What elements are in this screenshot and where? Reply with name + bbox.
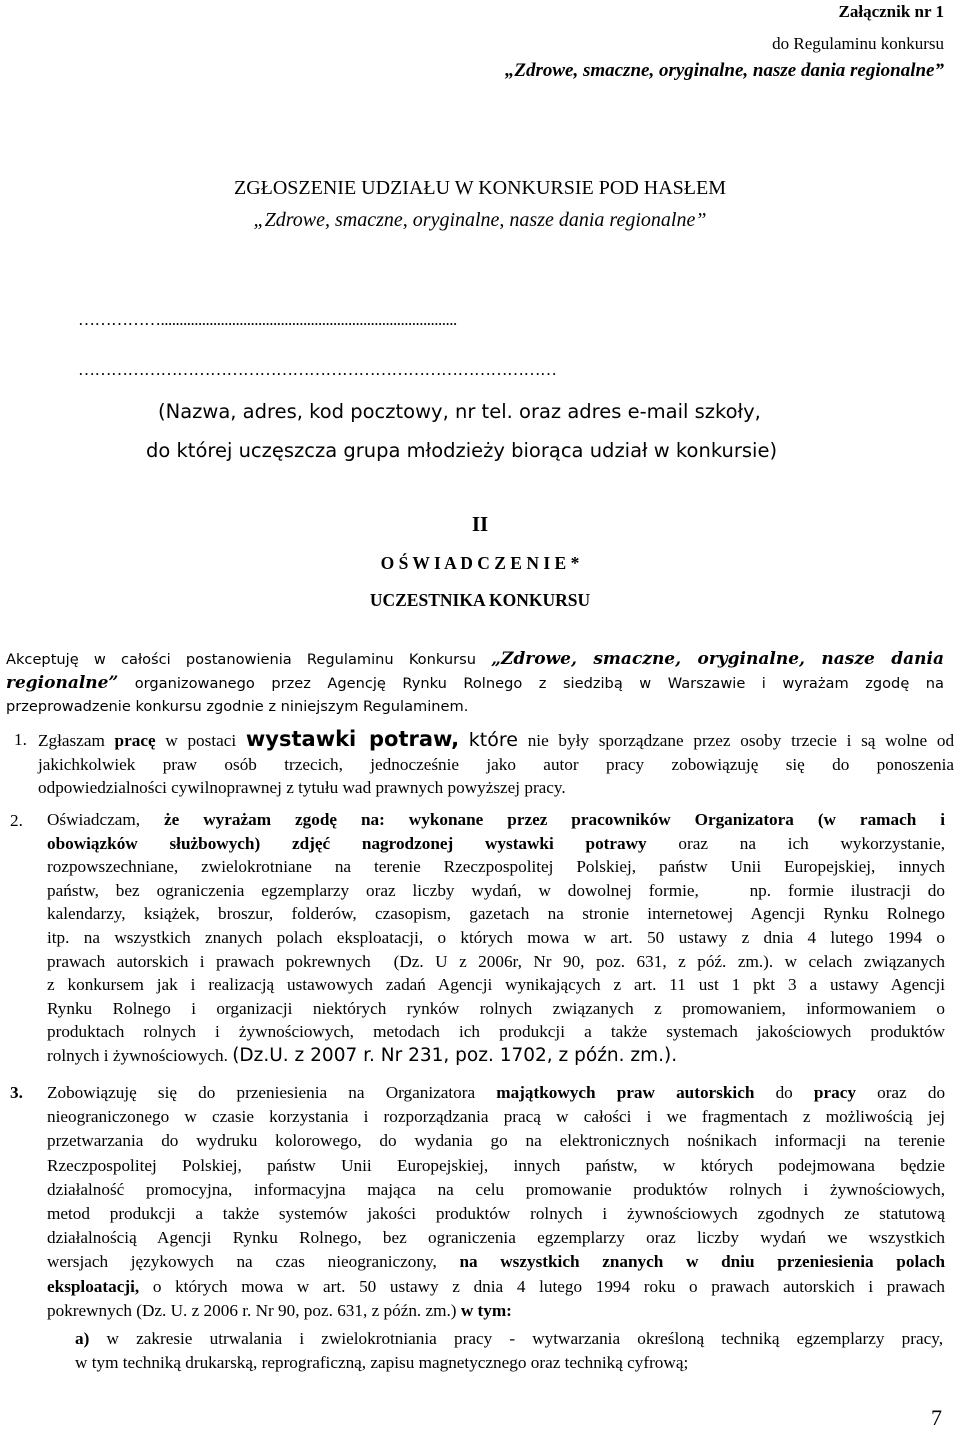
page-number: 7 bbox=[931, 1405, 942, 1430]
address-note-line1: (Nazwa, adres, kod pocztowy, nr tel. oraz adres e-mail szkoły, bbox=[158, 400, 761, 423]
regulation-reference: do Regulaminu konkursu bbox=[772, 34, 944, 53]
point-2-line4: państw, bez ograniczenia egzemplarzy oraz liczby wydań, w dowolnej formie, np. formie ilustracji do bbox=[47, 880, 945, 900]
point-3-line5: działalność promocyjna, informacyjna mająca na celu promowanie produktów rolnych i żywnościowych, bbox=[47, 1179, 945, 1199]
annex-label: Załącznik nr 1 bbox=[838, 2, 944, 21]
declaration-subheading: UCZESTNIKA KONKURSU bbox=[369, 590, 591, 610]
form-title-slogan: „Zdrowe, smaczne, oryginalne, nasze dania regionalne” bbox=[253, 209, 707, 231]
intro-contest-name: „Zdrowe, smaczne, oryginalne, nasze dania bbox=[491, 649, 945, 669]
declaration-heading: O Ś W I A D C Z E N I E * bbox=[380, 553, 580, 573]
point-3-line7: działalnością Agencji Rynku Rolnego, bez ograniczenia egzemplarzy oraz liczby wydań we wszystkich bbox=[47, 1228, 945, 1248]
point-2-text: Oświadczam, bbox=[47, 810, 141, 829]
point-2-consent: że wyrażam zgodę na: wykonane przez pracowników Organizatora (w ramach i bbox=[164, 810, 945, 829]
contest-name-header: „Zdrowe, smaczne, oryginalne, nasze dania regionalne” bbox=[504, 60, 944, 81]
item-a-line2: w tym techniką drukarską, reprograficzną, zapisu magnetycznego oraz techniką cyfrową; bbox=[75, 1352, 689, 1372]
point-1 bbox=[38, 728, 954, 800]
point-1-line3: odpowiedzialności cywilnoprawnej z tytułu wad prawnych powyższej pracy. bbox=[38, 778, 566, 797]
point-1-exhibition: wystawki potraw, bbox=[245, 727, 460, 751]
point-1-line2: jakichkolwiek praw osób trzecich, jednocześnie jako autor pracy zobowiązuję się do ponoszenia bbox=[38, 754, 954, 774]
point-1-text-rest: nie były sporządzane przez osoby trzecie i są wolne od bbox=[527, 731, 955, 750]
item-a bbox=[75, 1327, 943, 1374]
point-3-work: pracy bbox=[813, 1083, 856, 1102]
point-3-including: w tym: bbox=[460, 1300, 512, 1320]
point-3-exploitation: eksploatacji, bbox=[47, 1276, 140, 1296]
intro-paragraph bbox=[6, 648, 944, 719]
intro-text: Akceptuję w całości postanowienia Regulaminu Konkursu bbox=[6, 651, 476, 668]
point-2-line11: rolnych i żywnościowych. bbox=[47, 1045, 228, 1065]
point-2-line7: prawach autorskich i prawach pokrewnych (Dz. U z 2006r, Nr 90, poz. 631, z póź. zm.). w celach związanych bbox=[47, 951, 945, 971]
point-3-and: oraz do bbox=[877, 1083, 946, 1102]
point-3-text: Zobowiązuję się do przeniesienia na Organizatora bbox=[47, 1083, 476, 1102]
point-3-to: do bbox=[775, 1083, 793, 1102]
point-1-text: Zgłaszam bbox=[38, 731, 105, 750]
intro-contest-name-cont: regionalne” bbox=[6, 672, 119, 693]
item-a-line1: w zakresie utrwalania i zwielokrotniania pracy - wytwarzania określoną techniką egzemplarzy pracy, bbox=[106, 1329, 944, 1348]
intro-text-organizer: organizowanego przez Agencję Rynku Rolnego z siedzibą w Warszawie i wyrażam zgodę na bbox=[134, 674, 944, 692]
point-2-consent-cont: obowiązków służbowych) zdjęć nagrodzonej wystawki potrawy bbox=[47, 833, 647, 853]
point-3-copyrights: majątkowych praw autorskich bbox=[496, 1083, 755, 1102]
point-1-which: które bbox=[468, 729, 518, 751]
intro-text-end: przeprowadzenie konkursu zgodnie z niniejszym Regulaminem. bbox=[6, 698, 469, 715]
point-3-line6: metod produkcji a także systemów jakości produktów rolnych i żywnościowych zgodnych ze statutową bbox=[47, 1204, 945, 1224]
point-3-number: 3. bbox=[10, 1083, 23, 1102]
item-a-label: a) bbox=[75, 1329, 90, 1348]
point-3-line8: wersjach językowych na czas nieograniczony, bbox=[47, 1252, 437, 1272]
point-3-line2: nieograniczonego w czasie korzystania i rozporządzania pracą w całości i we fragmentach z możliwością jej bbox=[47, 1107, 945, 1127]
point-2 bbox=[47, 808, 945, 1068]
point-3-line3: przetwarzania do wydruku kolorowego, do wydania go na elektronicznych nośnikach informacji na terenie bbox=[47, 1131, 945, 1151]
fill-line-2: …………………………………………………………………………… bbox=[78, 360, 557, 379]
point-2-line6: itp. na wszystkich znanych polach eksploatacji, o których mowa w art. 50 ustawy z dnia 4 lutego 1994 o bbox=[47, 927, 945, 947]
point-2-number: 2. bbox=[10, 811, 23, 830]
point-3-line10: pokrewnych (Dz. U. z 2006 r. Nr 90, poz. 631, z późn. zm.) bbox=[47, 1300, 457, 1320]
point-3-fields: na wszystkich znanych w dniu przeniesienia polach bbox=[459, 1252, 946, 1272]
point-2-line5: kalendarzy, książek, broszur, folderów, czasopism, gazetach na stronie internetowej Agencji Rynku Rolnego bbox=[47, 904, 945, 924]
point-2-line9: Rynku Rolnego i organizacji niektórych rynków rolnych związanych z promowaniem, informowaniem o bbox=[47, 998, 945, 1018]
point-3 bbox=[47, 1081, 945, 1323]
form-title: ZGŁOSZENIE UDZIAŁU W KONKURSIE POD HASŁEM bbox=[233, 177, 726, 199]
point-1-text-form: w postaci bbox=[165, 731, 237, 750]
point-2-line3: rozpowszechniane, zwielokrotniane na terenie Rzeczpospolitej Polskiej, państw Unii Europejskiej, innych bbox=[47, 857, 945, 877]
point-3-line4: Rzeczpospolitej Polskiej, państw Unii Europejskiej, innych państw, w których podejmowana będzie bbox=[47, 1155, 945, 1175]
point-2-usage: oraz na ich wykorzystanie, bbox=[678, 833, 946, 853]
fill-line-1: ……………............................................................................... bbox=[78, 310, 457, 329]
point-1-number: 1. bbox=[14, 730, 27, 749]
point-3-line9: o których mowa w art. 50 ustawy z dnia 4 lutego 1994 roku o prawach autorskich i prawach bbox=[152, 1276, 945, 1296]
point-2-line8: z konkursem jak i realizacją ustawowych zadań Agencji wynikających z art. 11 ust 1 pkt 3 a ustawy Agencji bbox=[47, 975, 945, 995]
point-2-legal-reference: (Dz.U. z 2007 r. Nr 231, poz. 1702, z późn. zm.). bbox=[232, 1044, 678, 1066]
point-1-work: pracę bbox=[114, 731, 156, 750]
section-number: II bbox=[471, 512, 489, 536]
address-note-line2: do której uczęszcza grupa młodzieży biorąca udział w konkursie) bbox=[146, 439, 778, 462]
point-2-line10: produktach rolnych i żywnościowych, metodach ich produkcji a także systemach jakościowych produktów bbox=[47, 1022, 945, 1042]
